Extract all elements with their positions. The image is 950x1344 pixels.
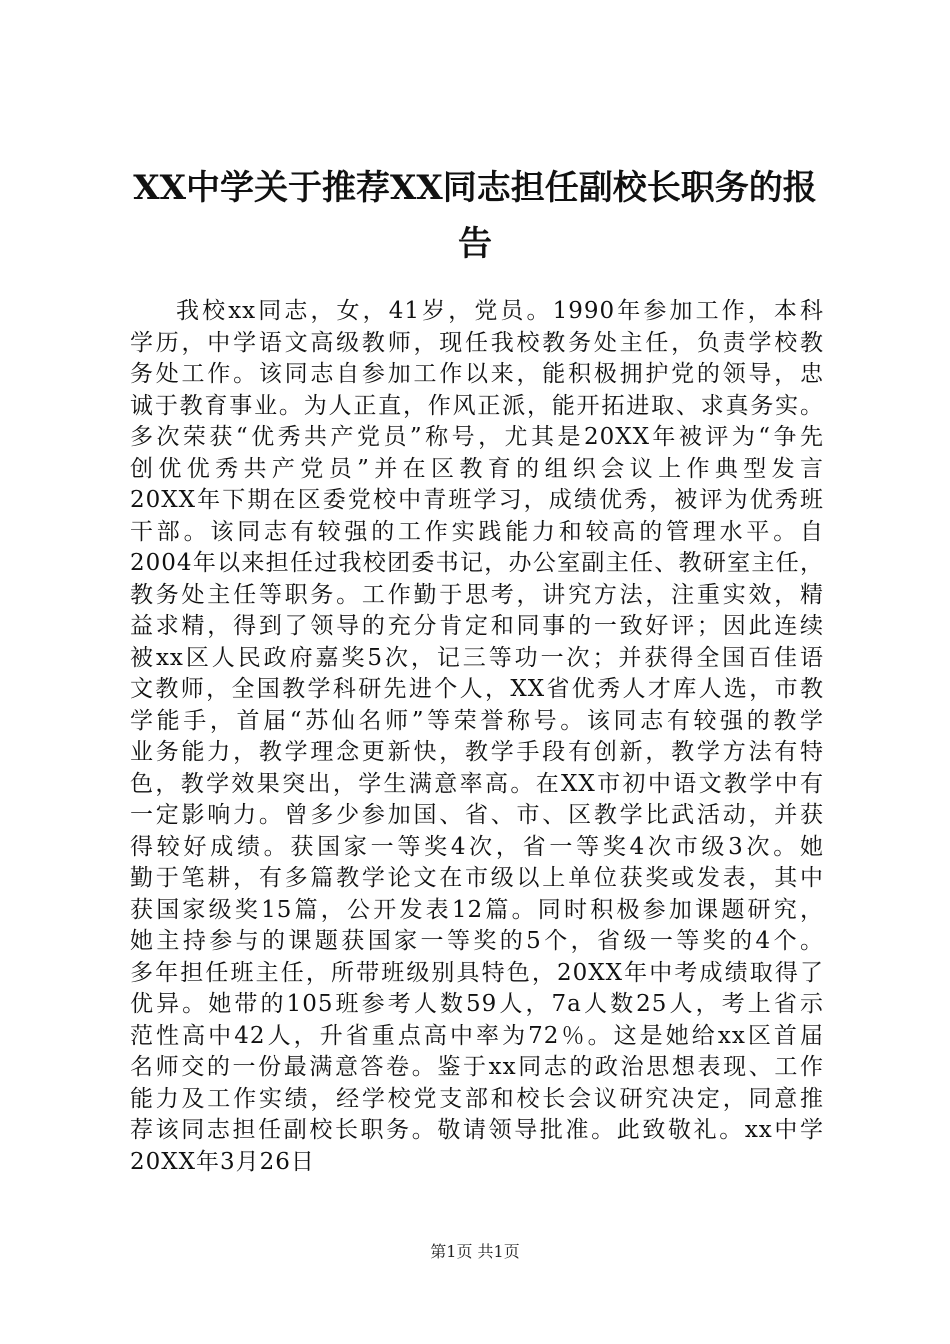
body-line: 能力及工作实绩，经学校党支部和校长会议研究决定，同意推 (130, 1085, 824, 1112)
body-line: 益求精，得到了领导的充分肯定和同事的一致好评；因此连续 (130, 613, 824, 639)
body-line: 文教师，全国教学科研先进个人，XX省优秀人才库人选，市教 (130, 676, 824, 702)
body-line: 多年担任班主任，所带班级别具特色，20XX年中考成绩取得了 (130, 959, 824, 986)
body-line: 她主持参与的课题获国家一等奖的5个，省级一等奖的4个。 (130, 928, 824, 954)
body-line: 被xx区人民政府嘉奖5次，记三等功一次；并获得全国百佳语 (130, 644, 824, 671)
title-line-2: 告 (458, 224, 492, 264)
body-line: 荐该同志担任副校长职务。敬请领导批准。此致敬礼。xx中学 (130, 1117, 824, 1143)
body-line: 诚于教育事业。为人正直，作风正派，能开拓进取、求真务实。 (130, 392, 824, 419)
page-number: 第1页 共1页 (430, 1242, 520, 1261)
title-line-1: XX中学关于推荐XX同志担任副校长职务的报 (133, 168, 817, 208)
body-line: 业务能力，教学理念更新快，教学手段有创新，教学方法有特 (130, 739, 824, 765)
body-line: 一定影响力。曾多少参加国、省、市、区教学比武活动，并获 (130, 802, 824, 828)
body-line: 多次荣获“优秀共产党员”称号，尤其是20XX年被评为“争先 (130, 424, 824, 450)
body-line-date: 20XX年3月26日 (130, 1148, 315, 1175)
body-line: 学历，中学语文高级教师，现任我校教务处主任，负责学校教 (130, 329, 824, 356)
body-line: 获国家级奖15篇，公开发表12篇。同时积极参加课题研究， (130, 896, 824, 923)
body-line: 创优优秀共产党员”并在区教育的组织会议上作典型发言 (130, 455, 824, 482)
body-line: 务处工作。该同志自参加工作以来，能积极拥护党的领导，忠 (130, 361, 824, 387)
body-line: 色，教学效果突出，学生满意率高。在XX市初中语文教学中有 (130, 770, 824, 797)
body-line: 20XX年下期在区委党校中青班学习，成绩优秀，被评为优秀班 (130, 487, 824, 513)
body-line: 范性高中42人，升省重点高中率为72％。这是她给xx区首届 (130, 1022, 824, 1049)
document-body (130, 296, 824, 1178)
body-line: 干部。该同志有较强的工作实践能力和较高的管理水平。自 (130, 518, 824, 545)
body-line: 我校xx同志，女，41岁，党员。1990年参加工作，本科 (176, 298, 824, 324)
body-line: 名师交的一份最满意答卷。鉴于xx同志的政治思想表现、工作 (130, 1054, 824, 1080)
body-line: 勤于笔耕，有多篇教学论文在市级以上单位获奖或发表，其中 (130, 865, 824, 891)
body-line: 得较好成绩。获国家一等奖4次，省一等奖4次市级3次。她 (130, 833, 824, 860)
body-line: 2004年以来担任过我校团委书记，办公室副主任、教研室主任， (130, 550, 824, 576)
body-line: 教务处主任等职务。工作勤于思考，讲究方法，注重实效，精 (130, 581, 824, 608)
body-line: 学能手，首届“苏仙名师”等荣誉称号。该同志有较强的教学 (130, 707, 824, 734)
document-title (120, 160, 830, 272)
body-line: 优异。她带的105班参考人数59人，7a人数25人，考上省示 (130, 991, 824, 1017)
